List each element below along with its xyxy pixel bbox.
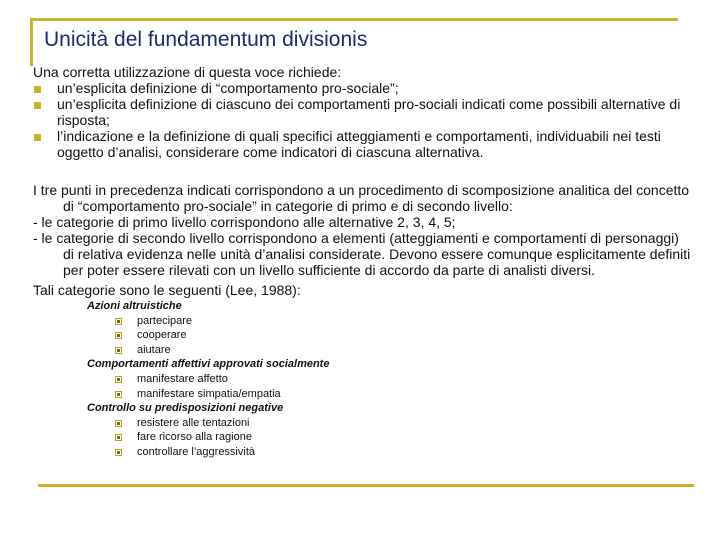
intro-text: Una corretta utilizzazione di questa voce richiede: — [33, 64, 342, 80]
category-item — [115, 445, 693, 460]
category-group — [87, 299, 693, 357]
category-item — [115, 314, 693, 329]
explanation-paragraph: - le categorie di primo livello corrispondono alle alternative 2, 3, 4, 5; — [33, 214, 456, 230]
category-items — [87, 416, 693, 460]
category-item-text: fare ricorso alla ragione — [137, 431, 252, 444]
requirement-text: l’indicazione e la definizione di quali specifici atteggiamenti e comportamenti, individuabili nei testi oggetto d’analisi, considerare come indicatori di ciascuna alternativa. — [57, 128, 661, 160]
top-accent-line — [30, 18, 678, 21]
category-item-text: manifestare simpatia/empatia — [137, 387, 281, 400]
slide-title: Unicità del fundamentum divisionis — [44, 28, 368, 51]
slide-content — [33, 64, 693, 460]
checkbox-bullet-icon — [115, 376, 122, 383]
category-group — [87, 357, 693, 401]
category-item-text: aiutare — [137, 343, 171, 356]
square-bullet-icon — [34, 134, 41, 141]
categories-list — [87, 299, 693, 460]
square-bullet-icon — [34, 102, 41, 109]
category-item — [115, 430, 693, 445]
category-item-text: cooperare — [137, 329, 187, 342]
category-item — [115, 372, 693, 387]
category-item-text: partecipare — [137, 314, 193, 327]
categories-intro: Tali categorie sono le seguenti (Lee, 1988): — [33, 282, 301, 298]
category-items — [87, 372, 693, 401]
checkbox-bullet-icon — [115, 318, 122, 325]
category-title: Controllo su predisposizioni negative — [87, 402, 284, 415]
checkbox-bullet-icon — [115, 347, 122, 354]
checkbox-bullet-icon — [115, 391, 122, 398]
checkbox-bullet-icon — [115, 420, 122, 427]
requirement-text: un’esplicita definizione di “comportamento pro-sociale”; — [57, 80, 399, 96]
requirements-list — [33, 80, 693, 160]
category-items — [87, 314, 693, 358]
requirement-text: un’esplicita definizione di ciascuno dei comportamenti pro-sociali indicati come possibili alternative di risposta; — [57, 96, 681, 128]
category-item-text: resistere alle tentazioni — [137, 416, 250, 429]
requirement-item — [33, 80, 693, 96]
checkbox-bullet-icon — [115, 332, 122, 339]
category-item — [115, 416, 693, 431]
requirement-item — [33, 128, 693, 160]
requirement-item — [33, 96, 693, 128]
category-item-text: controllare l’aggressività — [137, 445, 255, 458]
checkbox-bullet-icon — [115, 449, 122, 456]
category-group — [87, 401, 693, 459]
explanation-block — [33, 182, 693, 278]
category-item — [115, 343, 693, 358]
category-item — [115, 328, 693, 343]
category-title: Azioni altruistiche — [87, 300, 182, 312]
checkbox-bullet-icon — [115, 434, 122, 441]
bottom-accent-line — [38, 484, 694, 487]
category-item-text: manifestare affetto — [137, 372, 228, 385]
square-bullet-icon — [34, 86, 41, 93]
explanation-paragraph: I tre punti in precedenza indicati corrispondono a un procedimento di scomposizione analitica del concetto di “comportamento pro-sociale” in categorie di primo e di secondo livello: — [33, 182, 690, 214]
explanation-paragraph: - le categorie di secondo livello corrispondono a elementi (atteggiamenti e comportamenti di personaggi) di relativa evidenza nelle unità d’analisi considerate. Devono essere comunque esplicitamente definiti per poter essere rilevati con un livello sufficiente di accordo da parte di analisti diversi. — [33, 230, 691, 278]
left-accent-line — [30, 18, 33, 66]
category-item — [115, 387, 693, 402]
category-title: Comportamenti affettivi approvati socialmente — [87, 358, 330, 371]
